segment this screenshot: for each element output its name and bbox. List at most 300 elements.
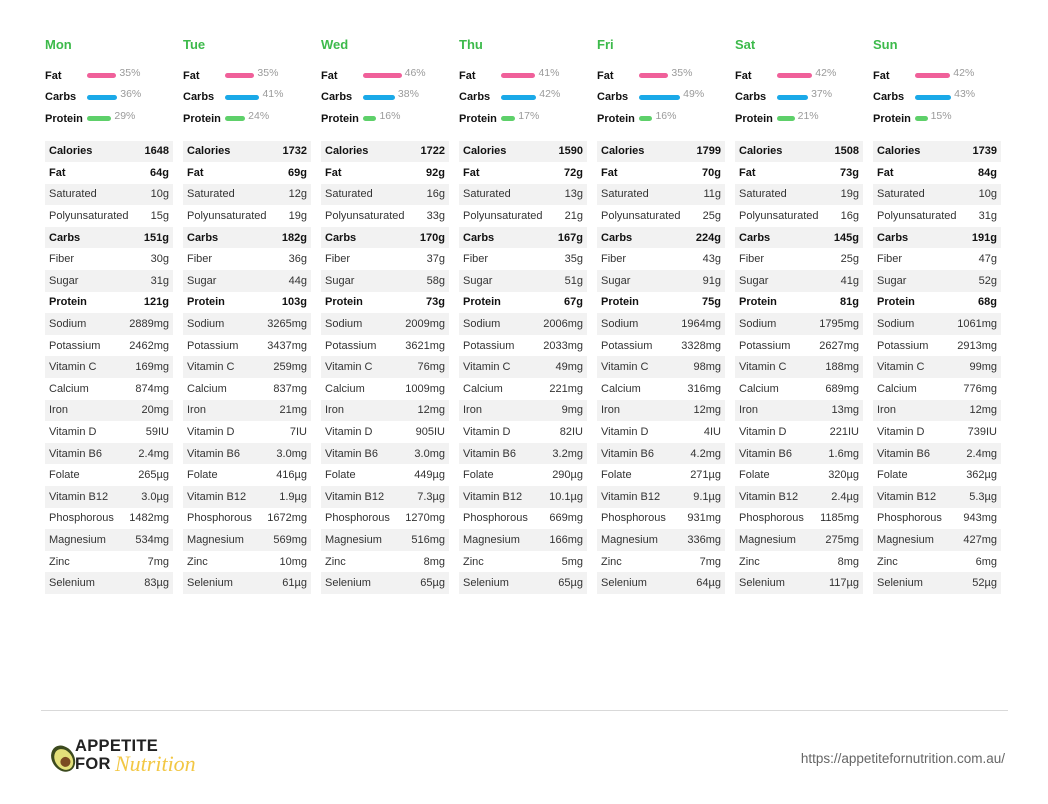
nutrient-value: 36g: [288, 253, 307, 266]
nutrient-row: [45, 421, 173, 443]
macro-label: Carbs: [183, 91, 215, 104]
nutrient-label: Vitamin B6: [49, 447, 102, 460]
nutrient-row: [183, 421, 311, 443]
macro-label: Fat: [735, 69, 752, 82]
macro-label: Fat: [597, 69, 614, 82]
nutrient-value: 20mg: [141, 404, 169, 417]
nutrient-label: Potassium: [601, 339, 653, 352]
nutrient-value: 99mg: [969, 361, 997, 374]
nutrient-label: Vitamin D: [739, 426, 787, 439]
nutrient-label: Vitamin D: [463, 426, 511, 439]
nutrient-row: [183, 313, 311, 335]
nutrient-row: [735, 356, 863, 378]
nutrient-value: 170g: [419, 231, 445, 244]
nutrient-label: Carbs: [601, 231, 633, 244]
nutrient-value: 2009mg: [405, 318, 445, 331]
nutrient-value: 49mg: [555, 361, 583, 374]
nutrient-row: [597, 141, 725, 163]
macro-bar-carbs: [501, 95, 536, 100]
macro-percent: 43%: [954, 88, 976, 101]
nutrient-value: 837mg: [273, 382, 307, 395]
logo-word-appetite: APPETITE: [75, 737, 159, 755]
nutrient-label: Zinc: [463, 555, 484, 568]
nutrient-label: Vitamin C: [187, 361, 235, 374]
nutrient-label: Vitamin C: [877, 361, 925, 374]
nutrient-value: 44g: [288, 274, 307, 287]
macro-bar-protein: [225, 116, 245, 121]
nutrient-value: 2.4µg: [831, 490, 859, 503]
meal-plan-days: [45, 37, 1010, 597]
nutrient-row: [597, 421, 725, 443]
nutrient-value: 4IU: [703, 426, 721, 439]
macro-bar-fat: [639, 73, 668, 78]
nutrition-table: [321, 141, 449, 594]
nutrient-label: Vitamin B12: [739, 490, 799, 503]
nutrient-value: 943mg: [963, 512, 997, 525]
nutrient-label: Potassium: [739, 339, 791, 352]
day-column-sat: [735, 37, 863, 594]
nutrient-value: 43g: [702, 253, 721, 266]
nutrient-value: 76mg: [417, 361, 445, 374]
nutrient-row: [597, 508, 725, 530]
nutrient-value: 37g: [426, 253, 445, 266]
nutrient-value: 669mg: [549, 512, 583, 525]
nutrient-label: Vitamin B6: [463, 447, 516, 460]
nutrient-label: Fat: [877, 166, 894, 179]
nutrient-value: 10mg: [279, 555, 307, 568]
nutrient-row: [183, 551, 311, 573]
nutrient-value: 47g: [978, 253, 997, 266]
nutrient-value: 362µg: [966, 469, 997, 482]
macro-bar-carbs: [915, 95, 951, 100]
nutrient-value: 336mg: [687, 533, 721, 546]
nutrient-row: [597, 572, 725, 594]
nutrient-row: [45, 292, 173, 314]
nutrient-label: Calcium: [877, 382, 917, 395]
nutrient-label: Zinc: [601, 555, 622, 568]
nutrient-row: [459, 443, 587, 465]
nutrient-row: [183, 378, 311, 400]
nutrient-label: Protein: [49, 296, 87, 309]
nutrient-label: Protein: [739, 296, 777, 309]
nutrient-value: 84g: [978, 166, 997, 179]
nutrient-row: [321, 486, 449, 508]
nutrient-row: [735, 464, 863, 486]
nutrient-label: Fat: [601, 166, 618, 179]
macro-percent: 46%: [404, 66, 426, 79]
nutrient-value: 2462mg: [129, 339, 169, 352]
macro-percent: 24%: [248, 109, 270, 122]
nutrient-row: [597, 378, 725, 400]
nutrient-row: [183, 248, 311, 270]
macro-carbs: [735, 87, 863, 109]
nutrient-label: Phosphorous: [739, 512, 804, 525]
nutrient-label: Carbs: [739, 231, 771, 244]
nutrient-label: Selenium: [877, 577, 923, 590]
nutrient-label: Selenium: [49, 577, 95, 590]
macro-label: Protein: [183, 112, 221, 125]
nutrient-row: [45, 464, 173, 486]
day-column-tue: [183, 37, 311, 594]
nutrient-row: [873, 292, 1001, 314]
macro-percent: 29%: [114, 109, 136, 122]
nutrient-label: Sugar: [463, 274, 493, 287]
nutrient-label: Folate: [49, 469, 80, 482]
nutrient-value: 265µg: [138, 469, 169, 482]
nutrient-label: Fat: [463, 166, 480, 179]
nutrient-value: 290µg: [552, 469, 583, 482]
nutrient-value: 7.3µg: [417, 490, 445, 503]
nutrient-value: 82IU: [559, 426, 583, 439]
day-title: Sun: [873, 37, 898, 52]
nutrient-value: 61µg: [282, 577, 307, 590]
nutrient-label: Selenium: [187, 577, 233, 590]
nutrient-row: [735, 400, 863, 422]
nutrient-value: 67g: [564, 296, 583, 309]
macro-percent: 38%: [397, 88, 419, 101]
nutrient-value: 1732: [282, 145, 307, 158]
nutrient-label: Vitamin B12: [877, 490, 937, 503]
nutrient-label: Magnesium: [739, 533, 796, 546]
nutrient-row: [873, 529, 1001, 551]
nutrient-value: 1.9µg: [279, 490, 307, 503]
logo-word-for: FOR: [75, 755, 111, 773]
nutrient-row: [735, 184, 863, 206]
nutrient-label: Saturated: [187, 188, 235, 201]
nutrient-row: [597, 486, 725, 508]
nutrient-label: Vitamin B6: [325, 447, 378, 460]
nutrient-value: 9mg: [561, 404, 583, 417]
nutrient-row: [183, 486, 311, 508]
nutrient-label: Folate: [601, 469, 632, 482]
nutrient-row: [45, 227, 173, 249]
nutrient-value: 25g: [702, 210, 721, 223]
nutrient-row: [873, 248, 1001, 270]
nutrient-value: 64g: [150, 166, 169, 179]
nutrient-row: [45, 486, 173, 508]
nutrient-label: Sugar: [601, 274, 631, 287]
nutrient-label: Fiber: [187, 253, 213, 266]
nutrient-row: [597, 248, 725, 270]
nutrient-label: Potassium: [463, 339, 515, 352]
nutrient-label: Protein: [877, 296, 915, 309]
macro-protein: [183, 108, 311, 130]
nutrient-value: 3437mg: [267, 339, 307, 352]
macro-label: Carbs: [45, 91, 77, 104]
nutrient-label: Saturated: [49, 188, 97, 201]
nutrient-value: 35g: [564, 253, 583, 266]
nutrient-value: 874mg: [135, 382, 169, 395]
nutrient-label: Vitamin D: [877, 426, 925, 439]
nutrient-row: [321, 270, 449, 292]
nutrient-value: 65µg: [420, 577, 445, 590]
nutrient-value: 9.1µg: [693, 490, 721, 503]
nutrient-value: 21mg: [279, 404, 307, 417]
day-column-thu: [459, 37, 587, 594]
nutrient-row: [597, 464, 725, 486]
nutrient-label: Carbs: [187, 231, 219, 244]
nutrient-row: [597, 292, 725, 314]
nutrient-label: Vitamin C: [49, 361, 97, 374]
nutrient-value: 10.1µg: [549, 490, 583, 503]
nutrient-label: Folate: [877, 469, 908, 482]
nutrient-label: Fiber: [739, 253, 765, 266]
macro-carbs: [321, 87, 449, 109]
nutrient-label: Vitamin B6: [877, 447, 930, 460]
macro-fat: [735, 65, 863, 87]
nutrient-label: Sugar: [877, 274, 907, 287]
nutrient-label: Vitamin B12: [49, 490, 109, 503]
nutrient-row: [183, 529, 311, 551]
nutrient-row: [597, 313, 725, 335]
macro-label: Fat: [459, 69, 476, 82]
nutrient-value: 166mg: [549, 533, 583, 546]
macro-bar-fat: [915, 73, 950, 78]
nutrient-value: 19g: [288, 210, 307, 223]
nutrient-row: [735, 248, 863, 270]
nutrient-row: [597, 162, 725, 184]
nutrient-value: 13g: [564, 188, 583, 201]
nutrient-value: 41g: [840, 274, 859, 287]
macro-label: Carbs: [459, 91, 491, 104]
nutrient-value: 739IU: [967, 426, 997, 439]
nutrient-label: Vitamin D: [325, 426, 373, 439]
nutrient-value: 416µg: [276, 469, 307, 482]
macro-bar-fat: [501, 73, 535, 78]
nutrient-label: Zinc: [187, 555, 208, 568]
nutrient-row: [45, 529, 173, 551]
macro-bar-protein: [87, 116, 111, 121]
nutrient-row: [873, 421, 1001, 443]
nutrient-label: Calories: [325, 145, 369, 158]
macro-fat: [459, 65, 587, 87]
nutrient-value: 569mg: [273, 533, 307, 546]
nutrient-value: 271µg: [690, 469, 721, 482]
nutrient-label: Carbs: [325, 231, 357, 244]
nutrient-row: [459, 572, 587, 594]
nutrient-row: [321, 508, 449, 530]
nutrient-row: [873, 572, 1001, 594]
nutrient-row: [45, 508, 173, 530]
nutrient-value: 931mg: [687, 512, 721, 525]
nutrient-label: Vitamin B12: [325, 490, 385, 503]
macro-percent: 15%: [930, 109, 952, 122]
nutrient-label: Zinc: [877, 555, 898, 568]
nutrient-value: 16g: [426, 188, 445, 201]
nutrient-label: Iron: [49, 404, 68, 417]
nutrient-row: [459, 313, 587, 335]
nutrient-row: [45, 378, 173, 400]
nutrient-value: 7IU: [289, 426, 307, 439]
nutrient-label: Protein: [463, 296, 501, 309]
nutrient-label: Folate: [739, 469, 770, 482]
nutrient-row: [321, 292, 449, 314]
nutrient-row: [45, 400, 173, 422]
nutrient-row: [597, 205, 725, 227]
nutrient-label: Magnesium: [601, 533, 658, 546]
macro-label: Protein: [597, 112, 635, 125]
nutrient-row: [45, 572, 173, 594]
nutrient-label: Zinc: [49, 555, 70, 568]
nutrient-row: [735, 551, 863, 573]
nutrient-row: [873, 551, 1001, 573]
macro-carbs: [183, 87, 311, 109]
nutrition-table: [45, 141, 173, 594]
nutrient-label: Carbs: [49, 231, 81, 244]
nutrient-row: [45, 162, 173, 184]
nutrient-label: Iron: [601, 404, 620, 417]
nutrient-row: [459, 356, 587, 378]
nutrient-value: 19g: [840, 188, 859, 201]
nutrient-row: [873, 486, 1001, 508]
nutrient-value: 689mg: [825, 382, 859, 395]
nutrient-label: Selenium: [325, 577, 371, 590]
macro-label: Protein: [45, 112, 83, 125]
day-column-mon: [45, 37, 173, 594]
nutrient-row: [873, 356, 1001, 378]
nutrient-value: 2913mg: [957, 339, 997, 352]
nutrient-value: 427mg: [963, 533, 997, 546]
avocado-icon: [45, 739, 79, 775]
nutrient-row: [735, 141, 863, 163]
macro-bar-fat: [87, 73, 116, 78]
macro-protein: [873, 108, 1001, 130]
nutrient-row: [459, 551, 587, 573]
nutrient-row: [183, 227, 311, 249]
nutrient-label: Sodium: [49, 318, 87, 331]
macro-bar-protein: [915, 116, 928, 121]
nutrient-value: 75g: [702, 296, 721, 309]
nutrient-row: [459, 227, 587, 249]
nutrient-value: 905IU: [415, 426, 445, 439]
nutrient-row: [735, 313, 863, 335]
nutrient-value: 1648: [144, 145, 169, 158]
nutrient-label: Protein: [601, 296, 639, 309]
nutrient-value: 11g: [703, 188, 721, 201]
macro-percent: 21%: [797, 109, 819, 122]
macro-percent: 41%: [538, 66, 560, 79]
nutrient-label: Magnesium: [877, 533, 934, 546]
nutrient-value: 7mg: [147, 555, 169, 568]
nutrient-value: 182g: [281, 231, 307, 244]
nutrient-label: Selenium: [463, 577, 509, 590]
nutrient-label: Potassium: [49, 339, 101, 352]
nutrient-row: [459, 205, 587, 227]
nutrient-value: 221mg: [549, 382, 583, 395]
macro-percent: 17%: [518, 109, 540, 122]
nutrient-row: [321, 529, 449, 551]
nutrient-label: Folate: [325, 469, 356, 482]
nutrient-label: Sugar: [187, 274, 217, 287]
nutrient-value: 72g: [564, 166, 583, 179]
day-title: Mon: [45, 37, 72, 52]
nutrient-label: Calories: [877, 145, 921, 158]
nutrient-row: [321, 141, 449, 163]
nutrient-label: Magnesium: [463, 533, 520, 546]
macro-percent: 37%: [811, 88, 833, 101]
nutrient-label: Protein: [187, 296, 225, 309]
nutrient-row: [597, 443, 725, 465]
nutrient-value: 103g: [281, 296, 307, 309]
macro-bar-protein: [501, 116, 515, 121]
nutrient-value: 65µg: [558, 577, 583, 590]
nutrient-value: 275mg: [825, 533, 859, 546]
nutrition-table: [873, 141, 1001, 594]
nutrient-label: Sugar: [325, 274, 355, 287]
nutrient-label: Fiber: [325, 253, 351, 266]
nutrient-value: 2.4mg: [138, 447, 169, 460]
nutrient-label: Iron: [877, 404, 896, 417]
nutrient-row: [459, 421, 587, 443]
nutrient-label: Sodium: [601, 318, 639, 331]
macro-fat: [321, 65, 449, 87]
nutrient-value: 221IU: [829, 426, 859, 439]
macro-percent: 35%: [119, 66, 141, 79]
nutrient-label: Vitamin B12: [463, 490, 523, 503]
nutrient-row: [321, 335, 449, 357]
nutrient-value: 259mg: [273, 361, 307, 374]
nutrient-label: Magnesium: [187, 533, 244, 546]
nutrient-value: 83µg: [144, 577, 169, 590]
nutrient-value: 12g: [288, 188, 307, 201]
nutrient-label: Phosphorous: [49, 512, 114, 525]
nutrient-value: 1009mg: [405, 382, 445, 395]
nutrient-label: Selenium: [601, 577, 647, 590]
nutrient-row: [183, 572, 311, 594]
nutrient-label: Calcium: [739, 382, 779, 395]
macro-label: Fat: [873, 69, 890, 82]
nutrient-value: 4.2mg: [690, 447, 721, 460]
macro-label: Carbs: [735, 91, 767, 104]
brand-logo: [45, 737, 205, 777]
macro-percent: 41%: [262, 88, 284, 101]
nutrient-label: Phosphorous: [187, 512, 252, 525]
nutrient-label: Fiber: [49, 253, 75, 266]
nutrient-value: 12mg: [693, 404, 721, 417]
nutrient-value: 2033mg: [543, 339, 583, 352]
macro-percent: 49%: [683, 88, 705, 101]
nutrient-row: [735, 508, 863, 530]
nutrient-row: [183, 356, 311, 378]
nutrient-value: 15g: [150, 210, 169, 223]
nutrient-row: [735, 292, 863, 314]
nutrient-label: Phosphorous: [877, 512, 942, 525]
nutrient-value: 98mg: [693, 361, 721, 374]
macro-carbs: [459, 87, 587, 109]
nutrient-value: 3.0mg: [276, 447, 307, 460]
nutrient-value: 320µg: [828, 469, 859, 482]
nutrient-row: [321, 551, 449, 573]
nutrient-row: [321, 378, 449, 400]
macro-label: Fat: [321, 69, 338, 82]
nutrient-row: [45, 184, 173, 206]
logo-word-nutrition: Nutrition: [115, 751, 196, 776]
macro-bar-protein: [777, 116, 795, 121]
nutrient-label: Sodium: [463, 318, 501, 331]
nutrient-label: Fiber: [601, 253, 627, 266]
macro-label: Fat: [45, 69, 62, 82]
nutrient-label: Carbs: [877, 231, 909, 244]
macro-label: Carbs: [873, 91, 905, 104]
nutrient-label: Saturated: [601, 188, 649, 201]
nutrient-row: [735, 572, 863, 594]
macro-percent: 16%: [655, 109, 677, 122]
website-link[interactable]: https://appetitefornutrition.com.au/: [800, 751, 1005, 766]
nutrient-row: [873, 313, 1001, 335]
nutrient-row: [459, 141, 587, 163]
nutrient-row: [873, 400, 1001, 422]
nutrient-value: 1722: [420, 145, 445, 158]
